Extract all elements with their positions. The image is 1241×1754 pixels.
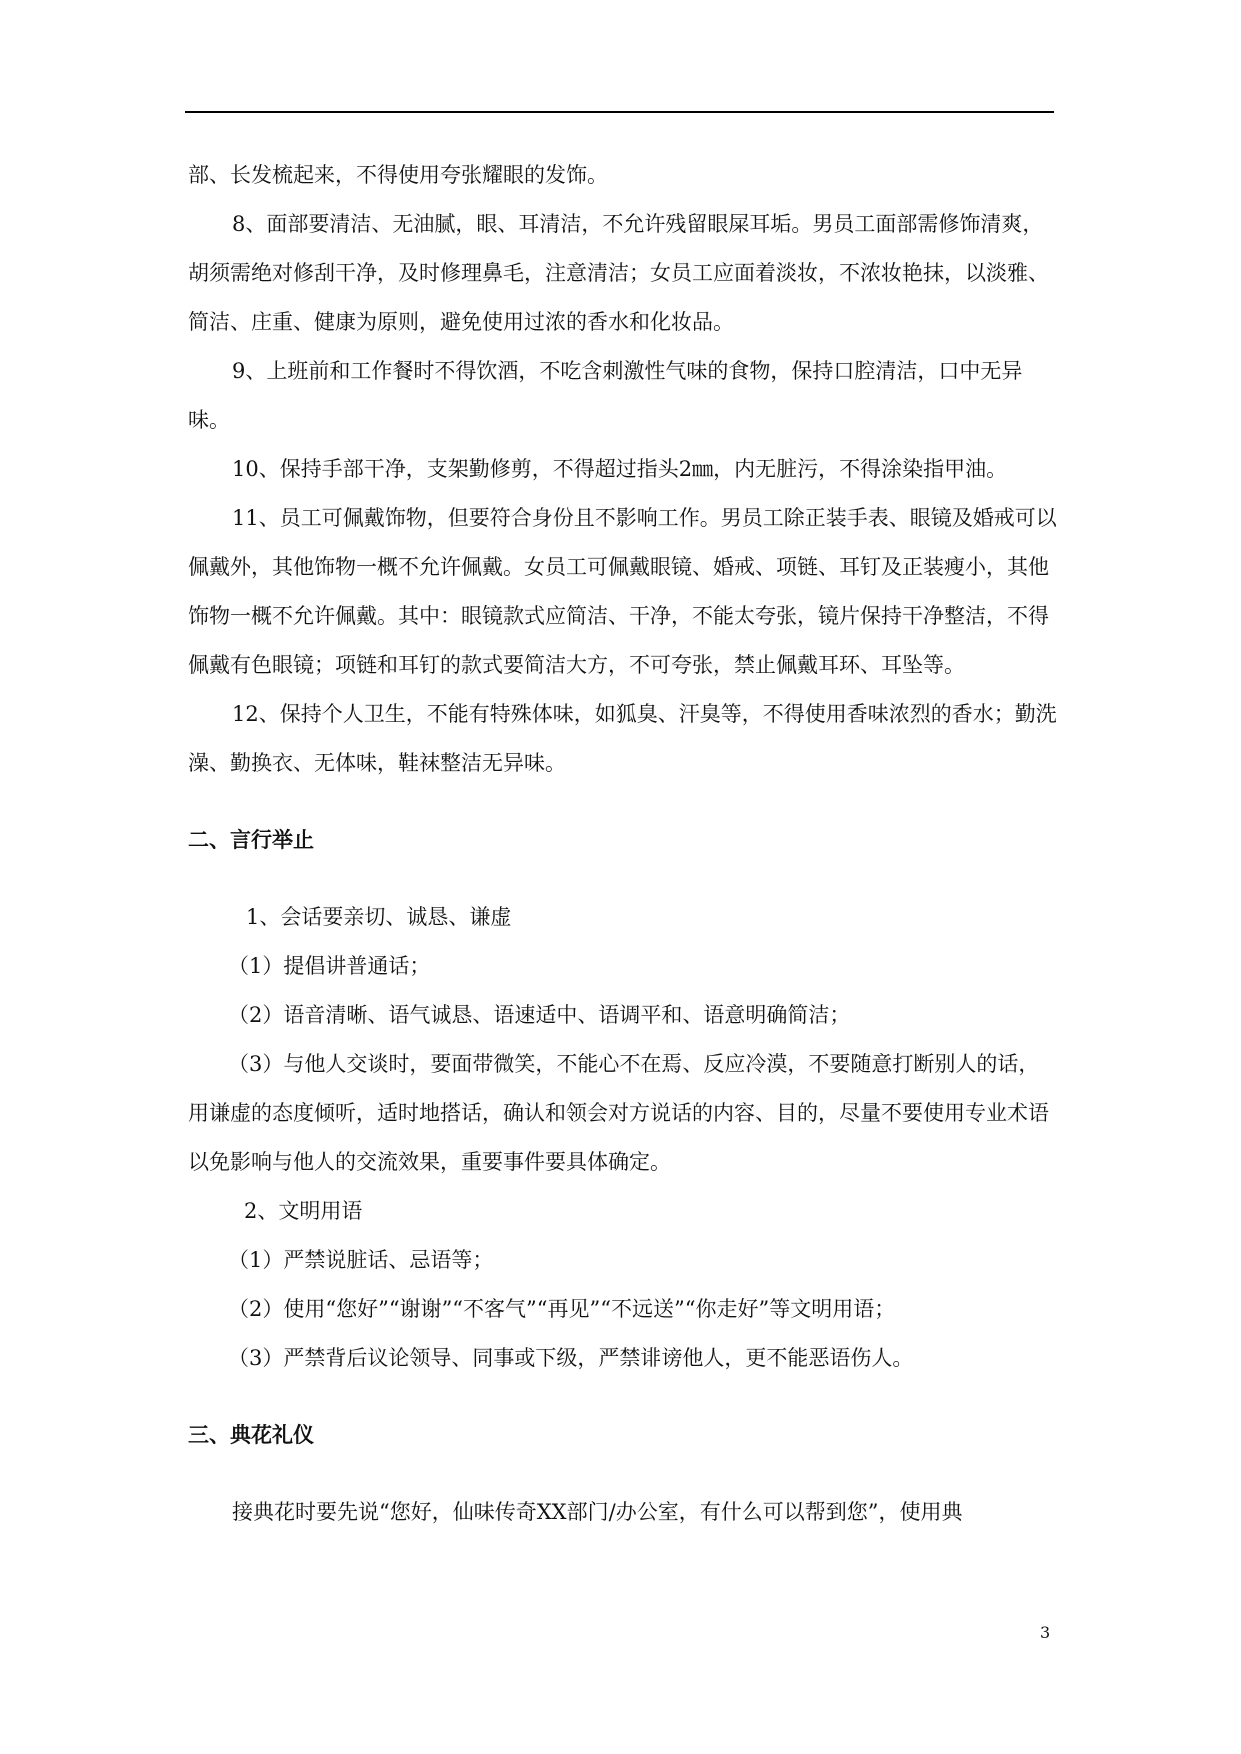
- header-rule: [185, 111, 1054, 113]
- paragraph-item-9: 9、上班前和工作餐时不得饮酒，不吃含刺激性气味的食物，保持口腔清洁，口中无异味。: [188, 359, 1023, 432]
- subheading-conversation: 1、会话要亲切、诚恳、谦虚: [246, 905, 512, 929]
- list-item: （3）严禁背后议论领导、同事或下级，严禁诽谤他人，更不能恶语伤人。: [228, 1346, 914, 1370]
- paragraph-item-12: 12、保持个人卫生，不能有特殊体味，如狐臭、汗臭等，不得使用香味浓烈的香水；勤洗澡、勤换衣、无体味，鞋袜整洁无异味。: [188, 702, 1057, 775]
- list-item: （1）严禁说脏话、忌语等；: [228, 1248, 494, 1272]
- section-heading-conduct: 二、言行举止: [188, 828, 314, 852]
- paragraph-item-11: 11、员工可佩戴饰物，但要符合身份且不影响工作。男员工除正装手表、眼镜及婚戒可以佩戴外，其他饰物一概不允许佩戴。女员工可佩戴眼镜、婚戒、项链、耳钉及正装瘦小，其他饰物一概不允许佩戴。其中：眼镜款式应简洁、干净，不能太夸张，镜片保持干净整洁，不得佩戴有色眼镜；项链和耳钉的款式要简洁大方，不可夸张，禁止佩戴耳环、耳坠等。: [188, 506, 1057, 677]
- list-item: （2）使用“您好”“谢谢”“不客气”“再见”“不远送”“你走好”等文明用语；: [228, 1297, 896, 1321]
- page-body: [188, 151, 1058, 1537]
- list-item: （2）语音清晰、语气诚恳、语速适中、语调平和、语意明确简洁；: [228, 1003, 851, 1027]
- page-number: 3: [1040, 1623, 1051, 1642]
- subheading-polite-language: 2、文明用语: [244, 1199, 363, 1223]
- paragraph-phone-etiquette: 接典花时要先说“您好，仙味传奇XX部门/办公室，有什么可以帮到您”，使用典: [232, 1500, 963, 1524]
- list-item: （1）提倡讲普通话；: [228, 954, 431, 978]
- paragraph-continued: 部、长发梳起来，不得使用夸张耀眼的发饰。: [188, 163, 608, 187]
- paragraph-item-8: 8、面部要清洁、无油腻，眼、耳清洁，不允许残留眼屎耳垢。男员工面部需修饰清爽，胡须需绝对修刮干净，及时修理鼻毛，注意清洁；女员工应面着淡妆，不浓妆艳抹，以淡雅、简洁、庄重、健康为原则，避免使用过浓的香水和化妆品。: [188, 212, 1049, 334]
- paragraph-item-10: 10、保持手部干净，支架勤修剪，不得超过指头2㎜，内无脏污，不得涂染指甲油。: [232, 457, 1008, 481]
- list-item: （3）与他人交谈时，要面带微笑，不能心不在焉、反应冷漠，不要随意打断别人的话，用谦虚的态度倾听，适时地搭话，确认和领会对方说话的内容、目的，尽量不要使用专业术语以免影响与他人的交流效果，重要事件要具体确定。: [188, 1052, 1049, 1174]
- section-heading-phone-etiquette: 三、典花礼仪: [188, 1423, 314, 1447]
